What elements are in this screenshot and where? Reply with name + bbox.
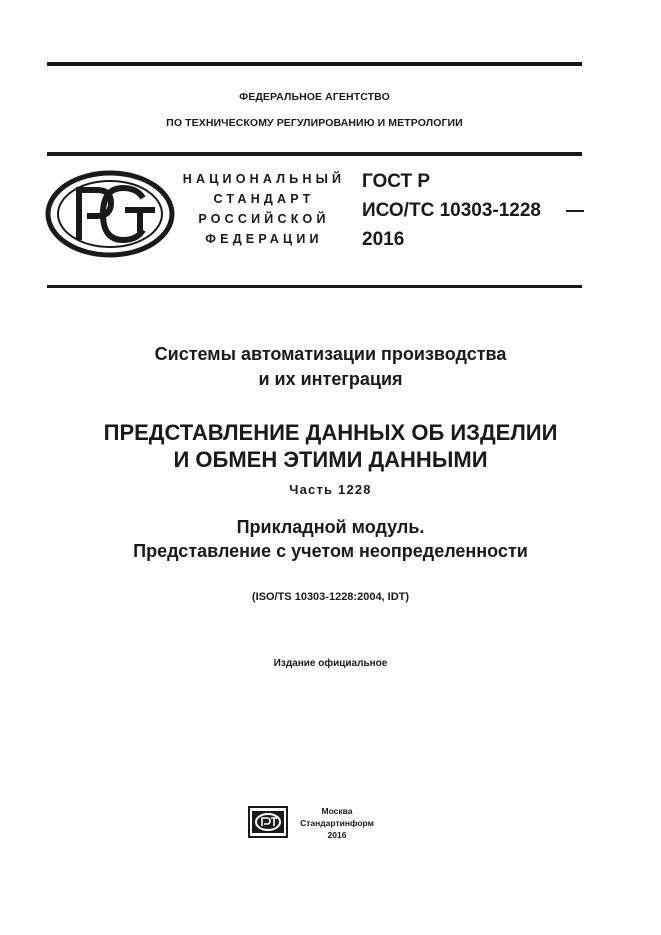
main-title-line-2: И ОБМЕН ЭТИМИ ДАННЫМИ — [173, 447, 488, 472]
rst-certification-mark-icon — [45, 170, 175, 258]
gost-designation-line-1: ГОСТ Р — [362, 171, 431, 192]
gost-designation-year: 2016 — [362, 229, 405, 250]
part-number: Часть 1228 — [289, 482, 372, 497]
top-rule — [47, 62, 582, 66]
national-standard-line-1: НАЦИОНАЛЬНЫЙ — [182, 172, 346, 186]
agency-line-1: ФЕДЕРАЛЬНОЕ АГЕНТСТВО — [239, 91, 390, 103]
main-title-line-1: ПРЕДСТАВЛЕНИЕ ДАННЫХ ОБ ИЗДЕЛИИ — [103, 420, 558, 445]
designation-dash — [566, 210, 584, 212]
national-standard-line-4: ФЕДЕРАЦИИ — [205, 232, 323, 246]
bottom-rule — [47, 285, 582, 288]
gost-designation-line-2: ИСО/ТС 10303-1228 — [362, 200, 541, 221]
edition-note: Издание официальное — [273, 658, 388, 669]
national-standard-line-3: РОССИЙСКОЙ — [198, 212, 330, 226]
national-standard-line-2: СТАНДАРТ — [213, 192, 315, 206]
series-title-line-2: и их интеграция — [258, 369, 403, 389]
standartinform-logo-icon — [248, 806, 288, 838]
agency-line-2: ПО ТЕХНИЧЕСКОМУ РЕГУЛИРОВАНИЮ И МЕТРОЛОГИИ — [166, 117, 463, 129]
subtitle-line-2: Представление с учетом неопределенности — [133, 541, 528, 561]
middle-rule — [47, 152, 582, 156]
subtitle-line-1: Прикладной модуль. — [236, 517, 425, 537]
publisher-city: Москва — [321, 806, 353, 816]
publisher-name: Стандартинформ — [300, 818, 374, 828]
series-title-line-1: Системы автоматизации производства — [154, 344, 507, 364]
publisher-year: 2016 — [327, 830, 347, 840]
iso-reference: (ISO/TS 10303-1228:2004, IDT) — [251, 591, 410, 603]
